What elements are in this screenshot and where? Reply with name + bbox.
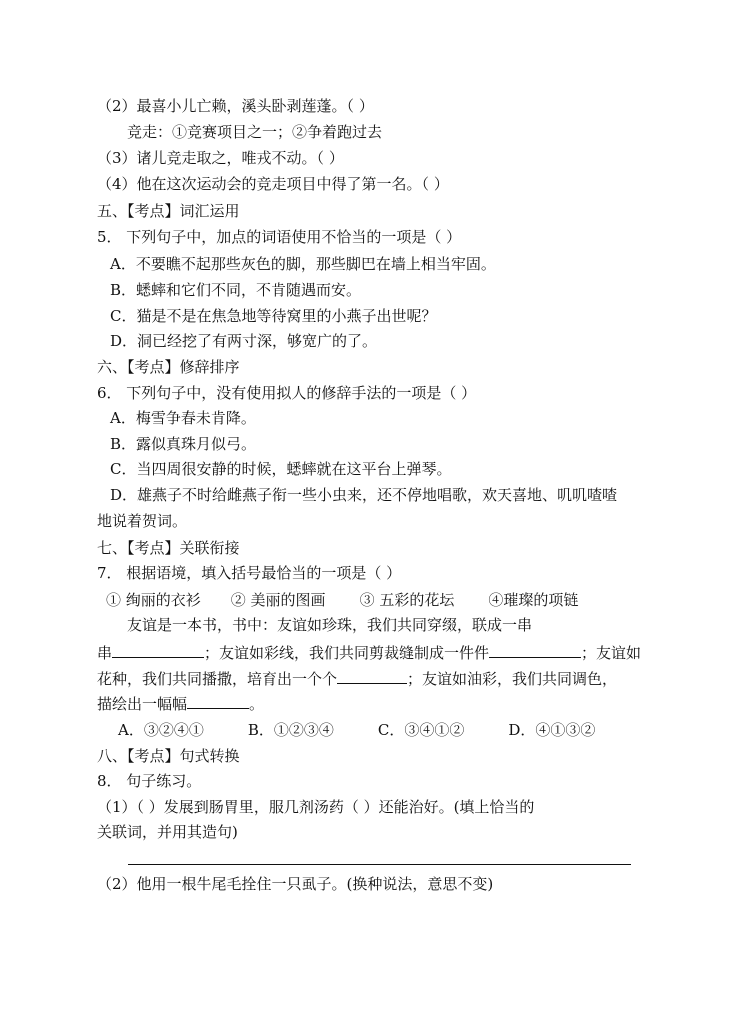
section-7-heading: 七、【考点】关联衔接 (97, 539, 240, 557)
q7-blank-2[interactable] (489, 641, 581, 658)
q7-choice-2: ② 美丽的图画 (230, 591, 326, 609)
q8-question: 8． 句子练习。 (97, 772, 202, 790)
q7-answer-d: D．④①③② (508, 721, 596, 739)
q7-answer-a: A．③②④① (118, 721, 204, 739)
q4-item-2: （2）最喜小儿亡赖，溪头卧剥莲蓬。（ ） (97, 97, 374, 115)
q6-option-c: C．当四周很安静的时候，蟋蟀就在这平台上弹琴。 (110, 460, 452, 478)
q7-answer-b: B．①②③④ (247, 721, 334, 739)
q6-question: 6． 下列句子中，没有使用拟人的修辞手法的一项是（ ） (97, 384, 477, 402)
section-6-heading: 六、【考点】修辞排序 (97, 358, 240, 376)
q7-passage-text: ；友谊如 (581, 644, 642, 662)
q7-blank-4[interactable] (187, 692, 249, 709)
q8-item-2: （2）他用一根牛尾毛拴住一只虱子。(换种说法，意思不变) (97, 875, 494, 893)
section-5-heading: 五、【考点】词汇运用 (97, 202, 240, 220)
q7-passage-text: ；友谊如彩线，我们共同剪裁缝制成一件件 (204, 644, 490, 662)
q5-option-b: B．蟋蟀和它们不同，不肯随遇而安。 (110, 281, 362, 299)
q7-question: 7． 根据语境，填入括号最恰当的一项是（ ） (97, 564, 402, 582)
q7-passage-text: 花种，我们共同播撒，培育出一个个 (97, 670, 338, 688)
q6-option-a: A．梅雪争春未肯降。 (110, 409, 256, 427)
q7-blank-3[interactable] (337, 667, 407, 684)
q5-option-a: A．不要瞧不起那些灰色的脚，那些脚巴在墙上相当牢固。 (110, 255, 496, 273)
q5-question: 5． 下列句子中，加点的词语使用不恰当的一项是（ ） (97, 228, 462, 246)
q7-passage-line-4 (97, 692, 264, 714)
q7-passage-line-1: 友谊是一本书，书中：友谊如珍珠，我们共同穿缀，联成一串 (127, 616, 533, 634)
q4-definition: 竞走：①竞赛项目之一；②争着跑过去 (127, 123, 383, 141)
q7-passage-text: 串 (97, 644, 113, 662)
q5-option-d: D．洞已经挖了有两寸深，够宽广的了。 (110, 332, 378, 350)
q8-item-1-continued: 关联词，并用其造句) (97, 823, 238, 841)
q4-item-4: （4）他在这次运动会的竞走项目中得了第一名。（ ） (97, 175, 449, 193)
answer-line[interactable] (128, 864, 631, 865)
q7-choice-3: ③ 五彩的花坛 (359, 591, 455, 609)
q5-option-c: C．猫是不是在焦急地等待窝里的小燕子出世呢？ (110, 307, 437, 325)
q7-passage-line-3 (97, 667, 617, 689)
q7-passage-text: 描绘出一幅幅 (97, 695, 188, 713)
q7-passage-text: ；友谊如油彩，我们共同调色， (407, 670, 618, 688)
q4-item-3: （3）诸儿竞走取之，唯戎不动。（ ） (97, 149, 344, 167)
q6-option-d-continued: 地说着贺词。 (97, 512, 188, 530)
q7-answers (118, 720, 595, 740)
q7-choice-4: ④璀璨的项链 (488, 591, 579, 609)
q7-choices (106, 590, 578, 610)
q7-blank-1[interactable] (112, 641, 204, 658)
q7-passage-text: 。 (249, 695, 265, 713)
section-8-heading: 八、【考点】句式转换 (97, 747, 240, 765)
q6-option-d: D．雄燕子不时给雌燕子衔一些小虫来，还不停地唱歌，欢天喜地、叽叽喳喳 (110, 486, 618, 504)
q7-answer-c: C．③④①② (377, 721, 465, 739)
q7-passage-line-2 (97, 641, 641, 663)
q6-option-b: B．露似真珠月似弓。 (110, 435, 257, 453)
q8-item-1: （1）（ ）发展到肠胃里，服几剂汤药（ ）还能治好。(填上恰当的 (97, 798, 535, 816)
q7-choice-1: ① 绚丽的衣衫 (106, 591, 201, 609)
